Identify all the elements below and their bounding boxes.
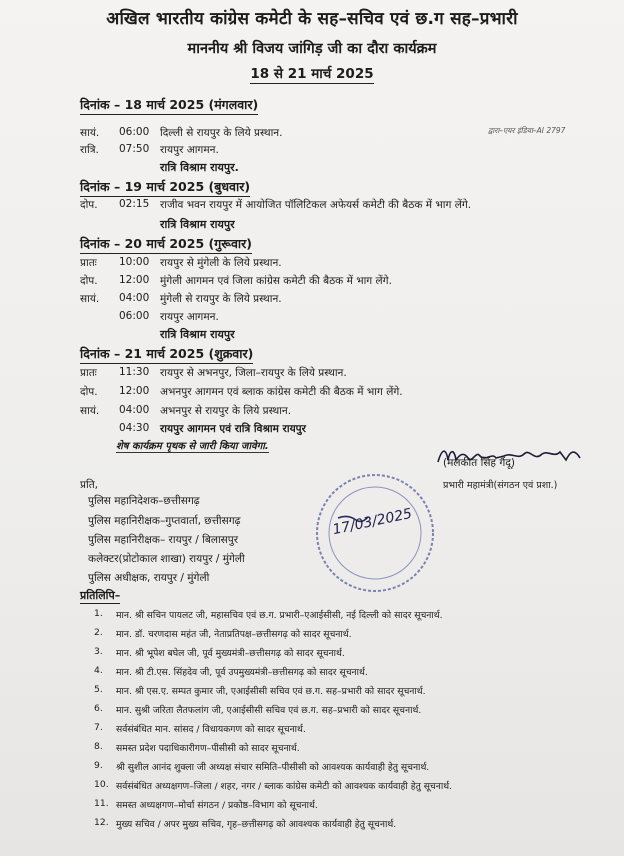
- row-time: 07:50: [119, 143, 150, 155]
- header-program-title: माननीय श्री विजय जांगिड़ जी का दौरा कार्यक्रम: [187, 41, 437, 57]
- row-time: 04:30: [119, 422, 150, 434]
- day-heading-21: दिनांक – 21 मार्च 2025 (शुक्रवार): [80, 345, 253, 364]
- row-period: दोप.: [80, 386, 98, 398]
- row-time: 12:00: [119, 274, 150, 286]
- day-heading-20: दिनांक – 20 मार्च 2025 (गुरूवार): [80, 235, 252, 254]
- copy-text: मुख्य सचिव / अपर मुख्य सचिव, गृह–छत्तीसगढ़ को आवश्यक कार्यवाही हेतु सूचनार्थ.: [116, 819, 397, 830]
- copy-text: मान. श्री एस.ए. सम्पत कुमार जी, एआईसीसी सचिव एवं छ.ग. सह–प्रभारी को सादर सूचनार्थ.: [116, 686, 426, 697]
- copy-text: सर्वसंबंधित मान. सांसद / विधायकगण को सादर सूचनार्थ.: [116, 724, 306, 735]
- row-time: 04:00: [119, 292, 150, 304]
- signatory-designation: प्रभारी महामंत्री(संगठन एवं प्रशा.): [443, 480, 558, 491]
- copy-text: मान. श्री भूपेश बघेल जी, पूर्व मुख्यमंत्री–छत्तीसगढ़ को सादर सूचनार्थ.: [116, 648, 345, 659]
- row-period: रात्रि.: [80, 144, 99, 156]
- night-rest: रात्रि विश्राम रायपुर.: [160, 161, 239, 174]
- row-period: दोप.: [80, 199, 98, 211]
- copy-text: मान. श्री टी.एस. सिंहदेव जी, पूर्व उपमुख्यमंत्री–छत्तीसगढ़ को सादर सूचनार्थ.: [116, 667, 368, 678]
- row-text: दिल्ली से रायपुर के लिये प्रस्थान.: [160, 127, 283, 139]
- copy-text: समस्त अध्यक्षगण–मोर्चा संगठन / प्रकोष्ठ–विभाग को सूचनार्थ.: [116, 800, 318, 811]
- row-time: 06:00: [119, 126, 150, 138]
- row-period: प्रातः: [80, 257, 97, 269]
- copy-text: मान. डॉ. चरणदास महंत जी, नेताप्रतिपक्ष–छत्तीसगढ़ को सादर सूचनार्थ.: [116, 629, 352, 640]
- copy-to-heading: प्रतिलिपि–: [80, 589, 121, 602]
- day-heading-19: दिनांक – 19 मार्च 2025 (बुधवार): [80, 178, 250, 197]
- row-time: 10:00: [119, 256, 150, 268]
- header-date-range-text: 18 से 21 मार्च 2025: [250, 66, 374, 82]
- copy-number: 3.: [94, 646, 103, 657]
- row-text: मुंगेली आगमन एवं जिला कांग्रेस कमेटी की बैठक में भाग लेंगे.: [160, 275, 392, 287]
- row-text: मुंगेली से रायपुर के लिये प्रस्थान.: [160, 293, 282, 305]
- copy-text: मान. श्री सचिन पायलट जी, महासचिव एवं छ.ग. प्रभारी–एआईसीसी, नई दिल्ली को सादर सूचनार्थ.: [116, 610, 443, 621]
- row-text: रायपुर आगमन.: [160, 311, 219, 323]
- row-time: 11:30: [119, 366, 150, 378]
- recipient-item: पुलिस महानिदेशक–छत्तीसगढ़: [88, 495, 200, 507]
- row-time: 12:00: [119, 385, 150, 397]
- recipient-item: कलेक्टर(प्रोटोकाल शाखा) रायपुर / मुंगेली: [88, 553, 245, 565]
- row-text: राजीव भवन रायपुर में आयोजित पॉलिटिकल अफेयर्स कमेटी की बैठक में भाग लेंगे.: [160, 199, 472, 211]
- day-heading-18: दिनांक – 18 मार्च 2025 (मंगलवार): [80, 96, 258, 115]
- copy-text: सर्वसंबंधित अध्यक्षगण–जिला / शहर, नगर / ब्लाक कांग्रेस कमेटी को आवश्यक कार्यवाही हेतु सूचनार्थ.: [116, 781, 453, 792]
- copy-number: 2.: [94, 627, 103, 638]
- copy-number: 9.: [94, 760, 103, 771]
- copy-text: श्री सुशील आनंद शुक्ला जी अध्यक्ष संचार समिति–पीसीसी को आवश्यक कार्यवाही हेतु सूचनार्थ.: [116, 762, 430, 773]
- row-text: अभनपुर से रायपुर के लिये प्रस्थान.: [160, 405, 292, 417]
- received-stamp: [310, 468, 440, 598]
- continuation-note: शेष कार्यक्रम पृथक से जारी किया जावेगा.: [116, 438, 269, 453]
- row-period: सायं.: [80, 405, 100, 417]
- row-text: रायपुर से मुंगेली के लिये प्रस्थान.: [160, 257, 282, 269]
- night-rest: रात्रि विश्राम रायपुर: [160, 218, 235, 231]
- copy-number: 1.: [94, 608, 103, 619]
- row-period: सायं.: [80, 127, 100, 139]
- copy-text: समस्त प्रदेश पदाधिकारीगण–पीसीसी को सादर सूचनार्थ.: [116, 743, 300, 754]
- prati-label: प्रति,: [80, 479, 99, 491]
- copy-number: 10.: [94, 779, 109, 790]
- row-time: 02:15: [119, 198, 150, 210]
- copy-number: 11.: [94, 798, 109, 809]
- row-text: रायपुर आगमन.: [160, 144, 219, 156]
- row-time: 04:00: [119, 404, 150, 416]
- header-date-range: [0, 64, 624, 82]
- row-period: प्रातः: [80, 367, 97, 379]
- row-text: अभनपुर आगमन एवं ब्लाक कांग्रेस कमेटी की बैठक में भाग लेंगे.: [160, 386, 403, 398]
- copy-number: 6.: [94, 703, 103, 714]
- recipient-item: पुलिस महानिरीक्षक–गुप्तवार्ता, छत्तीसगढ़: [88, 515, 241, 527]
- header-organization: अखिल भारतीय कांग्रेस कमेटी के सह–सचिव एवं छ.ग सह–प्रभारी: [106, 9, 518, 29]
- copy-number: 8.: [94, 741, 103, 752]
- copy-number: 5.: [94, 684, 103, 695]
- row-period: सायं.: [80, 293, 100, 305]
- night-rest: रात्रि विश्राम रायपुर: [160, 328, 235, 341]
- copy-number: 7.: [94, 722, 103, 733]
- row-time: 06:00: [119, 310, 150, 322]
- flight-note: द्वारा–एयर इंडिया–AI 2797: [488, 126, 566, 135]
- copy-number: 12.: [94, 817, 109, 828]
- stamp-seal-icon: [310, 468, 440, 598]
- row-period: दोप.: [80, 275, 98, 287]
- stamp-handwriting: 17/03/2025: [331, 505, 414, 539]
- row-text: रायपुर आगमन एवं रात्रि विश्राम रायपुर: [160, 423, 306, 435]
- row-text: रायपुर से अभनपुर, जिला–रायपुर के लिये प्रस्थान.: [160, 367, 347, 379]
- copy-text: मान. सुश्री जरिता लैतफलांग जी, एआईसीसी सचिव एवं छ.ग. सह–प्रभारी को सादर सूचनार्थ.: [116, 705, 422, 716]
- recipient-item: पुलिस महानिरीक्षक– रायपुर / बिलासपुर: [88, 534, 239, 546]
- recipient-item: पुलिस अधीक्षक, रायपुर / मुंगेली: [88, 572, 210, 584]
- signatory-name: (मलकीत सिंह गैंदू): [443, 457, 515, 469]
- copy-number: 4.: [94, 665, 103, 676]
